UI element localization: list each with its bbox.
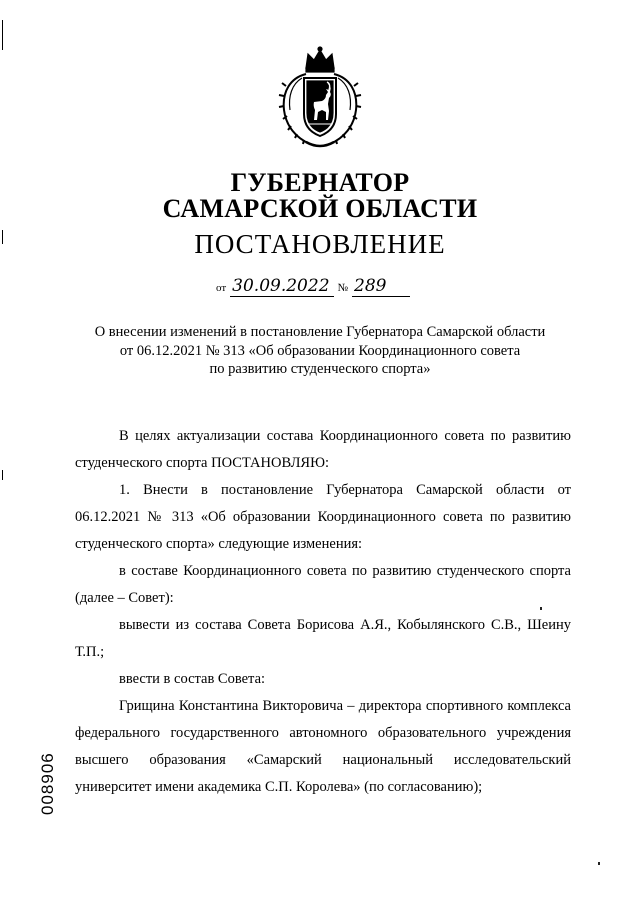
document-body	[75, 423, 571, 801]
scan-edge-mark	[2, 470, 3, 480]
body-paragraph: Грищина Константина Викторовича – директора спортивного комплекса федерального государственного автономного образовательного учреждения высшего образования «Самарский национальный исследовательский университет имени академика С.П. Королева» (по согласованию);	[75, 698, 571, 795]
body-paragraph: В целях актуализации состава Координационного совета по развитию студенческого спорта ПОСТАНОВЛЯЮ:	[75, 428, 571, 471]
subject-line: по развитию студенческого спорта»	[209, 361, 431, 377]
scan-speck	[598, 862, 600, 865]
date-prefix: от	[216, 282, 227, 294]
handwritten-date: 30.09.2022	[230, 276, 333, 297]
body-paragraph: ввести в состав Совета:	[119, 671, 266, 687]
scan-edge-mark	[2, 20, 3, 50]
document-type: ПОСТАНОВЛЕНИЕ	[194, 229, 446, 259]
body-paragraph: вывести из состава Совета Борисова А.Я., Кобылянского С.В., Шеину Т.П.;	[75, 617, 571, 660]
body-paragraph: в составе Координационного совета по развитию студенческого спорта (далее – Совет):	[75, 563, 571, 606]
authority-title-line2: САМАРСКОЙ ОБЛАСТИ	[162, 194, 478, 223]
margin-serial-number: 008906	[38, 752, 57, 815]
number-prefix: №	[337, 282, 349, 294]
body-paragraph: 1. Внести в постановление Губернатора Самарской области от 06.12.2021 № 313 «Об образовании Координационного совета по развитию студенческого спорта» следующие изменения:	[75, 482, 571, 552]
coat-of-arms-icon	[276, 46, 364, 150]
handwritten-number: 289	[352, 276, 410, 297]
authority-title-line1: ГУБЕРНАТОР	[230, 168, 410, 197]
document-subject	[60, 323, 580, 379]
subject-line: от 06.12.2021 № 313 «Об образовании Координационного совета	[119, 342, 521, 359]
subject-line: О внесении изменений в постановление Губернатора Самарской области	[94, 324, 546, 340]
registration-line	[216, 276, 414, 294]
